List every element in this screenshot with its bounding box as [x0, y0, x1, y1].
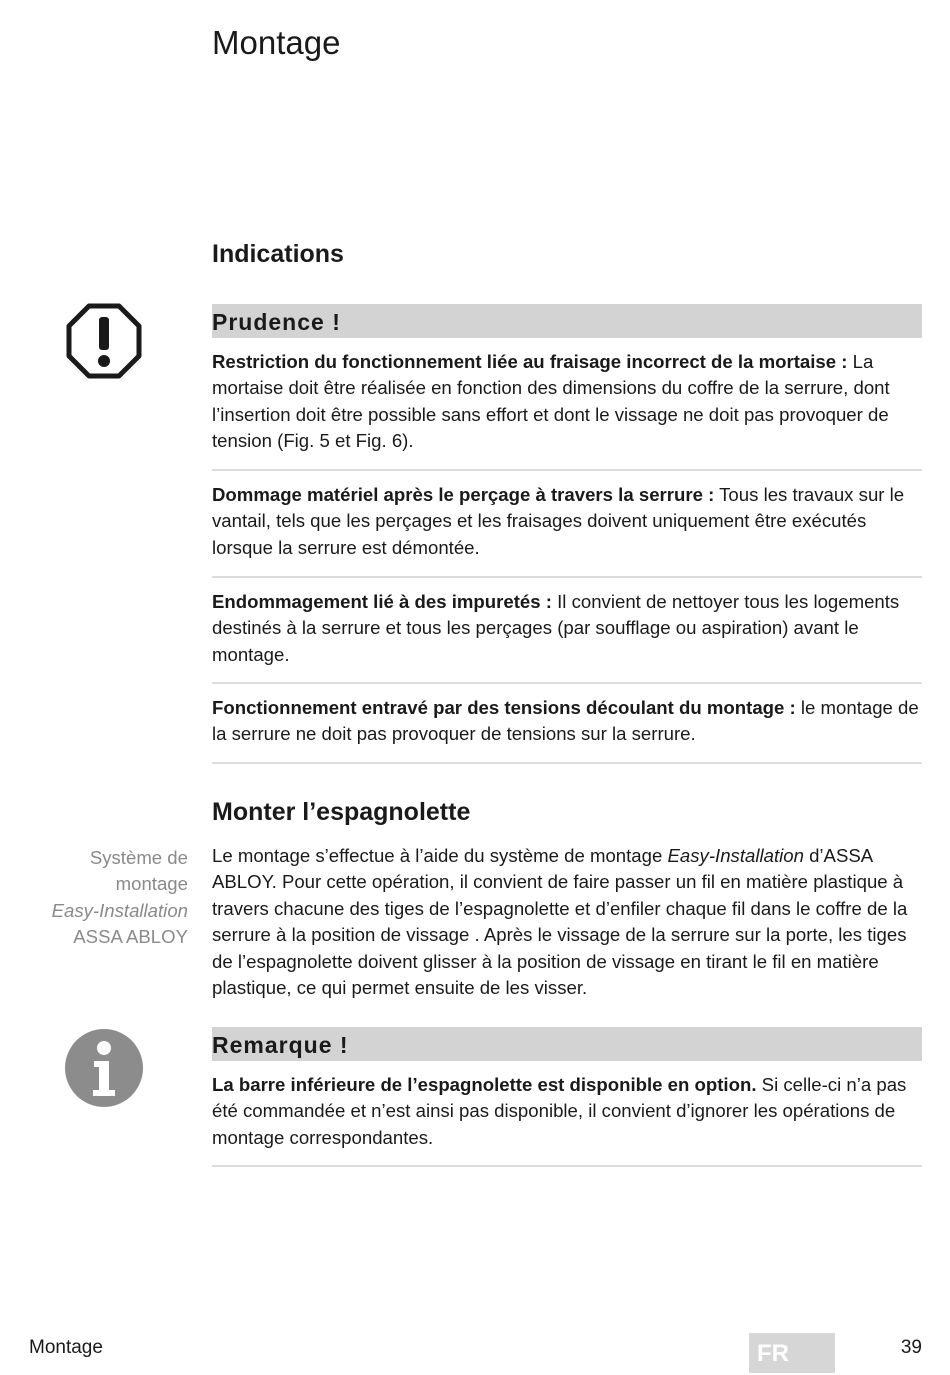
caution-item-1 [212, 349, 922, 455]
caution-item-4 [212, 695, 922, 748]
caution-item-3-text: Il convient de nettoyer tous les logements destinés à la serrure et tous les perçages (par soufflage ou aspiration) avant le montage. [212, 591, 900, 665]
page-number: 39 [900, 1337, 922, 1358]
divider [212, 682, 922, 684]
note-body: Si celle-ci n’a pas été commandée et n’est ainsi pas disponible, il convient d’ignorer les opérations de montage correspondantes. [212, 1074, 907, 1148]
divider [212, 762, 922, 764]
body-text: Le montage s’effectue à l’aide du système de montage [212, 845, 668, 866]
side-note [38, 845, 188, 951]
caution-item-2-title: Dommage matériel après le perçage à travers la serrure : [212, 484, 715, 505]
side-note-line: Système de [89, 847, 188, 868]
caution-item-4-text: le montage de la serrure ne doit pas provoquer de tensions sur la serrure. [212, 697, 919, 745]
side-note-line: Easy-Installation [51, 899, 188, 921]
caution-label: Prudence ! [212, 309, 341, 335]
caution-item-1-text: La mortaise doit être réalisée en fonction des dimensions du coffre de la serrure, dont l’insertion doit être possible sans effort et dont le vissage ne doit pas provoquer de tension (Fig. 5 et Fig. 6). [212, 351, 890, 452]
caution-item-2-text: Tous les travaux sur le vantail, tels que les perçages et les fraisages doivent uniquement être exécutés lorsque la serrure est démontée. [212, 484, 905, 558]
caution-item-4-title: Fonctionnement entravé par des tensions découlant du montage : [212, 697, 796, 718]
divider [212, 1165, 922, 1167]
note-text [212, 1072, 922, 1151]
note-title: La barre inférieure de l’espagnolette est disponible en option. [212, 1074, 757, 1095]
info-circle-icon [64, 1028, 144, 1108]
caution-item-1-title: Restriction du fonctionnement liée au fraisage incorrect de la mortaise : [212, 351, 848, 372]
divider [212, 576, 922, 578]
body-text: d’ASSA ABLOY. Pour cette opération, il convient de faire passer un fil en matière plastique à travers chacune des tiges de l’espagnolette et d’enfiler chaque fil dans le coffre de la serrure à la position de vissage . Après le vissage de la serrure sur la porte, les tiges de l’espagnolette doivent glisser à la position de vissage en tirant le fil en matière plastique, ce qui permet ensuite de les visser. [212, 845, 908, 999]
language-badge: FR [749, 1333, 835, 1373]
section-heading-indications: Indications [212, 240, 344, 268]
page-title: Montage [212, 24, 341, 61]
side-note-line: ASSA ABLOY [73, 926, 188, 948]
side-note-line: montage [115, 873, 188, 895]
note-bar [212, 1027, 922, 1061]
body-italic: Easy-Installation [667, 845, 804, 866]
footer-section-name: Montage [29, 1337, 103, 1358]
caution-bar [212, 304, 922, 338]
divider [212, 469, 922, 471]
warning-octagon-icon [66, 303, 142, 379]
caution-item-2 [212, 482, 922, 561]
caution-item-3-title: Endommagement lié à des impuretés : [212, 591, 552, 612]
note-label: Remarque ! [212, 1032, 349, 1058]
section-heading-espagnolette: Monter l’espagnolette [212, 798, 471, 826]
espagnolette-body [212, 843, 922, 1001]
caution-item-3 [212, 589, 922, 668]
